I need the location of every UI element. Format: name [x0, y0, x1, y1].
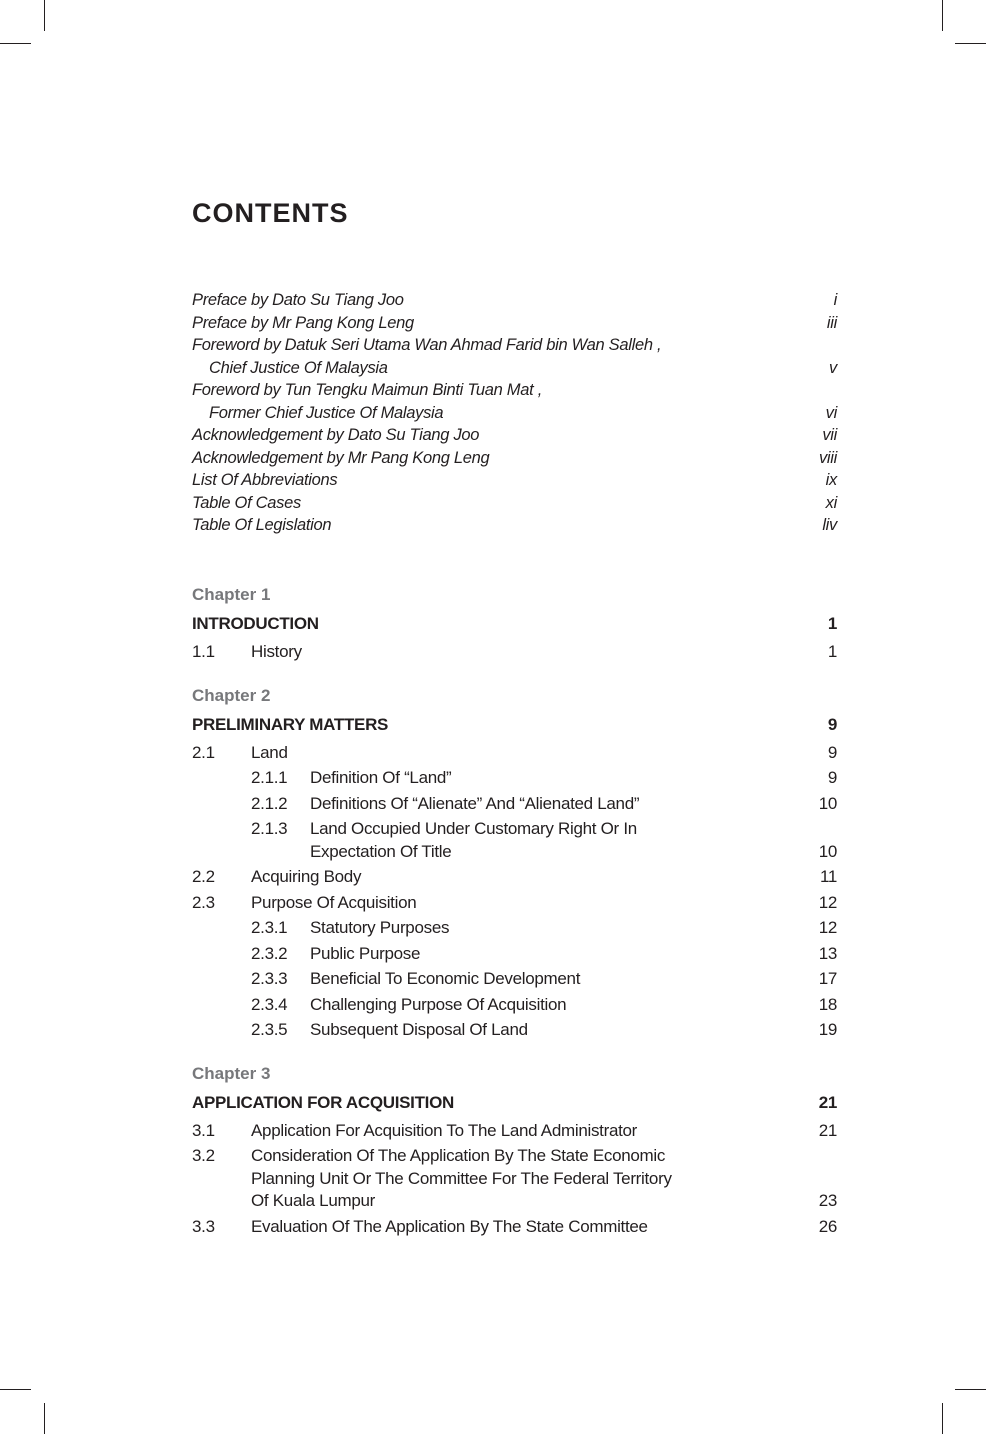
crop-mark-bottom-right-vertical — [942, 1403, 943, 1434]
front-matter-title-line: Preface by Mr Pang Kong Leng — [192, 313, 414, 332]
front-matter-title — [192, 492, 301, 515]
toc-entry[interactable] — [192, 968, 837, 991]
front-matter-title — [192, 334, 661, 379]
chapter-label: Chapter 1 — [192, 585, 271, 604]
section-title: Evaluation Of The Application By The State Committee — [251, 1216, 648, 1236]
front-matter-title — [192, 312, 414, 335]
front-matter-title-line: Foreword by Datuk Seri Utama Wan Ahmad Farid bin Wan Salleh , — [192, 336, 662, 354]
section-title: Definitions Of “Alienate” And “Alienated Land” — [310, 793, 640, 813]
toc-entry[interactable] — [192, 1145, 837, 1213]
chapter-title: APPLICATION FOR ACQUISITION — [192, 1092, 455, 1112]
crop-mark-bottom-left-vertical — [44, 1403, 45, 1434]
front-matter-page: xi — [825, 493, 837, 512]
section-title: Definition Of “Land” — [310, 768, 452, 787]
section-page: 9 — [827, 742, 837, 762]
crop-mark-top-left-vertical — [44, 0, 45, 31]
chapter-label: Chapter 3 — [192, 1063, 271, 1083]
section-title: Consideration Of The Application By The State Economic Planning Unit Or The Committee For The Federal Territory Of Kuala Lumpur — [251, 1146, 672, 1210]
section-title: History — [251, 642, 302, 661]
toc-entry[interactable] — [192, 767, 837, 790]
chapter-title-row[interactable] — [192, 1088, 837, 1117]
section-page: 26 — [818, 1216, 837, 1236]
chapter-page: 1 — [827, 614, 837, 633]
chapter-title-row[interactable] — [192, 710, 837, 739]
chapter-title-row[interactable] — [192, 609, 837, 638]
chapters-list — [192, 581, 837, 1256]
section-page: 18 — [818, 994, 837, 1014]
section-number: 2.1 — [192, 742, 215, 762]
section-number: 2.3.2 — [251, 943, 288, 963]
crop-mark-top-right-vertical — [942, 0, 943, 31]
section-title: Statutory Purposes — [310, 918, 450, 937]
toc-entry[interactable] — [192, 917, 837, 940]
toc-entry[interactable] — [192, 1019, 837, 1042]
chapter-section — [192, 682, 837, 1042]
section-title: Public Purpose — [310, 943, 421, 963]
toc-entry[interactable] — [192, 818, 837, 863]
front-matter-item[interactable] — [192, 514, 837, 537]
section-number: 1.1 — [192, 642, 215, 661]
front-matter-item[interactable] — [192, 379, 837, 424]
section-page: 12 — [818, 918, 837, 937]
section-number: 3.1 — [192, 1120, 215, 1140]
section-number: 2.2 — [192, 867, 215, 886]
chapter-section — [192, 581, 837, 664]
front-matter-page: vii — [822, 426, 837, 444]
front-matter-title-line: Acknowledgement by Mr Pang Kong Leng — [192, 448, 490, 467]
front-matter-title — [192, 289, 404, 312]
section-page: 10 — [818, 841, 837, 861]
front-matter-title-line: List Of Abbreviations — [192, 471, 338, 489]
toc-entry[interactable] — [192, 1216, 837, 1239]
section-page: 12 — [818, 892, 837, 912]
section-title: Subsequent Disposal Of Land — [310, 1020, 528, 1039]
chapter-title: INTRODUCTION — [192, 614, 319, 633]
front-matter-item[interactable] — [192, 334, 837, 379]
section-page: 11 — [819, 867, 837, 886]
toc-entry[interactable] — [192, 892, 837, 915]
front-matter-page: i — [833, 291, 837, 309]
front-matter-title — [192, 447, 489, 470]
toc-entry[interactable] — [192, 943, 837, 966]
section-title: Purpose Of Acquisition — [251, 892, 417, 912]
section-number: 3.3 — [192, 1216, 215, 1236]
section-page: 21 — [818, 1120, 837, 1140]
section-title: Land — [251, 742, 288, 762]
section-title: Challenging Purpose Of Acquisition — [310, 994, 567, 1014]
section-page: 10 — [818, 793, 837, 813]
section-page: 1 — [827, 642, 837, 661]
front-matter-title — [192, 469, 337, 492]
front-matter-title-line: Table Of Legislation — [192, 516, 332, 534]
front-matter-item[interactable] — [192, 312, 837, 335]
front-matter-list — [192, 289, 837, 537]
section-title: Application For Acquisition To The Land Administrator — [251, 1120, 638, 1140]
section-page: 23 — [818, 1191, 837, 1210]
page-title: CONTENTS — [192, 198, 349, 228]
chapter-label: Chapter 2 — [192, 685, 271, 705]
front-matter-title-line: Table Of Cases — [192, 493, 301, 512]
section-number: 2.3.1 — [251, 918, 288, 937]
front-matter-item[interactable] — [192, 424, 837, 447]
section-number: 2.3 — [192, 892, 215, 912]
chapter-title: PRELIMINARY MATTERS — [192, 714, 389, 734]
front-matter-page: ix — [825, 471, 837, 489]
section-number: 3.2 — [192, 1146, 215, 1165]
section-number: 2.1.2 — [251, 793, 288, 813]
front-matter-page: viii — [818, 448, 837, 467]
chapter-page: 21 — [818, 1092, 837, 1112]
section-page: 13 — [818, 943, 837, 963]
front-matter-page: iii — [826, 313, 837, 332]
toc-entry[interactable] — [192, 866, 837, 889]
toc-entry[interactable] — [192, 641, 837, 664]
front-matter-item[interactable] — [192, 447, 837, 470]
section-number: 2.3.5 — [251, 1020, 288, 1039]
front-matter-title-line: Former Chief Justice Of Malaysia — [209, 403, 444, 422]
section-page: 19 — [818, 1020, 837, 1039]
front-matter-page: vi — [825, 403, 837, 422]
section-number: 2.1.1 — [251, 768, 288, 787]
section-title: Beneficial To Economic Development — [310, 969, 581, 988]
front-matter-title-line: Acknowledgement by Dato Su Tiang Joo — [192, 426, 480, 444]
chapter-section — [192, 1060, 837, 1239]
toc-entry[interactable] — [192, 793, 837, 816]
front-matter-title-line: Chief Justice Of Malaysia — [209, 358, 388, 377]
front-matter-title — [192, 514, 331, 537]
front-matter-title — [192, 424, 479, 447]
section-page: 17 — [818, 969, 837, 988]
section-number: 2.3.3 — [251, 969, 288, 988]
front-matter-page: v — [829, 358, 837, 377]
crop-mark-top-right-horizontal — [955, 43, 986, 44]
section-number: 2.3.4 — [251, 994, 288, 1014]
crop-mark-bottom-right-horizontal — [955, 1389, 986, 1390]
chapter-page: 9 — [827, 714, 837, 734]
front-matter-title-line: Foreword by Tun Tengku Maimun Binti Tuan Mat , — [192, 381, 542, 399]
section-title: Acquiring Body — [251, 867, 362, 886]
crop-mark-bottom-left-horizontal — [0, 1389, 31, 1390]
toc-entry[interactable] — [192, 1120, 837, 1143]
front-matter-title-line: Preface by Dato Su Tiang Joo — [192, 291, 404, 309]
section-page: 9 — [827, 768, 837, 787]
front-matter-page: liv — [822, 516, 837, 534]
crop-mark-top-left-horizontal — [0, 43, 31, 44]
section-number: 2.1.3 — [251, 819, 288, 838]
front-matter-item[interactable] — [192, 469, 837, 492]
toc-entry[interactable] — [192, 994, 837, 1017]
front-matter-item[interactable] — [192, 492, 837, 515]
section-title: Land Occupied Under Customary Right Or In Expectation Of Title — [310, 819, 637, 861]
front-matter-item[interactable] — [192, 289, 837, 312]
toc-entry[interactable] — [192, 742, 837, 765]
front-matter-title — [192, 379, 542, 424]
